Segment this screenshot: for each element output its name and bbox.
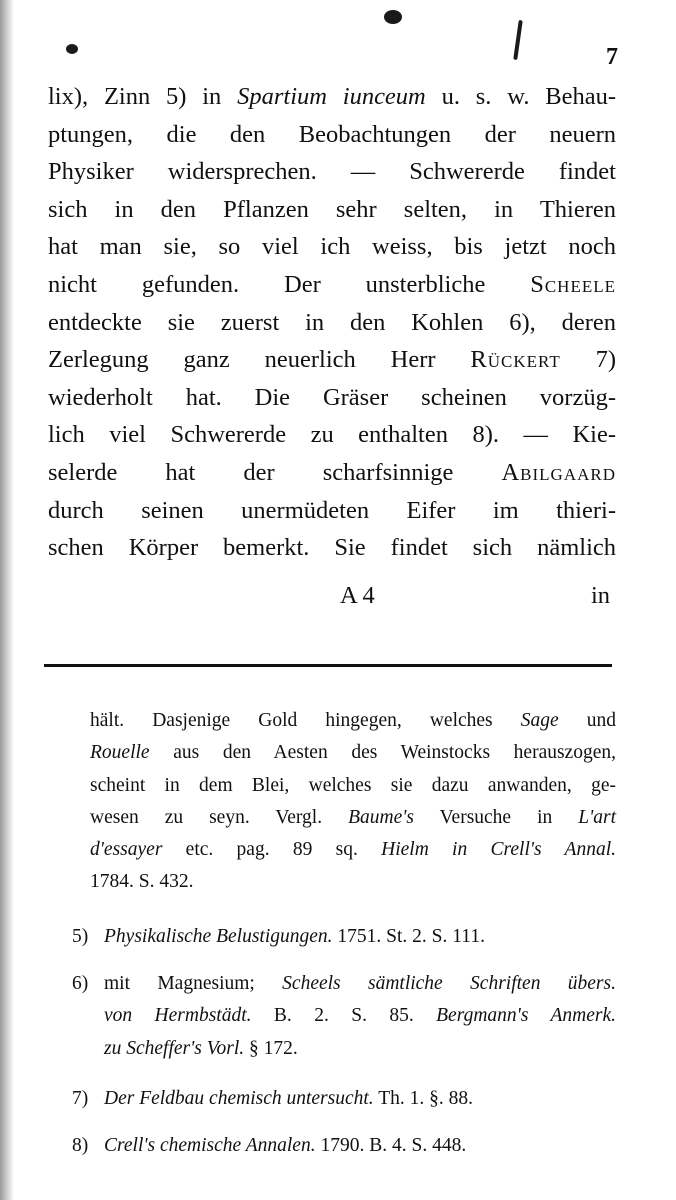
text-run: u. s. w. Behau-: [425, 83, 616, 110]
text-run: Versuche in: [414, 806, 579, 828]
text-run: selerde hat der scharfsinnige: [48, 458, 502, 486]
body-line: durch seinen unermüdeten Eifer im thieri-: [48, 496, 616, 524]
text-run: B. 2. S. 85.: [251, 1005, 437, 1027]
footnote-line: [72, 968, 616, 1000]
page-number: 7: [606, 44, 618, 70]
text-run: Th. 1. §. 88.: [373, 1088, 473, 1109]
footnote-rule: [44, 664, 612, 667]
ink-stroke: [513, 20, 523, 60]
ink-blot: [384, 10, 402, 24]
author-name: Scheele: [530, 270, 616, 298]
footnote-line: [72, 921, 616, 953]
body-line: wiederholt hat. Die Gräser scheinen vorzüg-: [48, 383, 616, 411]
body-line: Physiker widersprechen. — Schwererde findet: [48, 158, 616, 186]
body-line: schen Körper bemerkt. Sie findet sich nämlich: [48, 534, 616, 562]
footnote-content: [104, 1083, 616, 1115]
body-line: ptungen, die den Beobachtungen der neuern: [48, 120, 616, 148]
signature-mark: A 4: [340, 582, 375, 609]
footnote-content: [104, 968, 616, 1000]
body-line: lich viel Schwererde zu enthalten 8). — Kie-: [48, 421, 616, 449]
footnote-line: scheint in dem Blei, welches sie dazu anwanden, ge-: [90, 774, 616, 796]
text-run: wesen zu seyn. Vergl.: [90, 806, 349, 828]
footnote-line: [90, 737, 616, 769]
footnote-line: [72, 1000, 616, 1032]
catchword: in: [590, 582, 610, 609]
footnote-line: 1784. S. 432.: [90, 871, 194, 893]
text-run: und: [558, 710, 617, 731]
footnote-8: [72, 1130, 616, 1162]
footnote-marker: 7): [72, 1088, 89, 1109]
italic-title: Bergmann's Anmerk.: [436, 1005, 616, 1027]
footnote-6: [72, 968, 616, 1065]
italic-name: von Hermbstädt.: [104, 1005, 252, 1027]
footnote-continuation: [90, 705, 616, 899]
italic-title: Der Feldbau chemisch untersucht.: [104, 1088, 374, 1109]
body-line: entdeckte sie zuerst in den Kohlen 6), deren: [48, 308, 616, 336]
footnote-marker: 8): [72, 1135, 89, 1156]
footnote-line: [90, 834, 616, 866]
footnote-line: [72, 1130, 616, 1162]
italic-name: Rouelle: [90, 742, 150, 764]
author-name: Abilgaard: [501, 458, 616, 486]
footnote-line: [72, 1083, 616, 1115]
footnote-7: [72, 1083, 616, 1115]
italic-title: d'essayer: [90, 839, 163, 861]
italic-name: Baume's: [348, 806, 414, 828]
text-run: § 172.: [244, 1037, 298, 1059]
ink-blot: [66, 44, 78, 54]
body-line: sich in den Pflanzen sehr selten, in Thieren: [48, 195, 616, 223]
footnote-marker: 6): [72, 973, 89, 994]
footnote-line: [72, 1033, 616, 1065]
page-edge-shadow: [0, 0, 14, 1200]
italic-title: Physikalische Belustigungen.: [104, 926, 333, 947]
footnote-ref: 5) in: [166, 83, 238, 110]
footnote-content: [104, 1130, 616, 1162]
text-run: 1751. St. 2. S. 111.: [332, 926, 485, 947]
italic-title: Crell's chemische Annalen.: [104, 1135, 316, 1156]
footnote-line: [90, 705, 616, 737]
italic-title: L'art: [578, 806, 616, 828]
body-line: [48, 454, 616, 492]
text-run: mit Magnesium;: [104, 973, 283, 994]
text-run: Zerlegung ganz neuerlich Herr: [48, 346, 471, 374]
italic-citation: Hielm in Crell's Annal.: [381, 839, 616, 861]
footnote-line: [90, 802, 616, 834]
author-name: Rückert: [470, 346, 561, 374]
body-line: [48, 266, 616, 304]
body-line: [48, 78, 616, 116]
footnote-content: [104, 921, 616, 953]
italic-name: Sage: [520, 710, 559, 731]
text-run: etc. pag. 89 sq.: [162, 839, 382, 861]
signature-line: [48, 578, 616, 614]
text-run: nicht gefunden. Der unsterbliche: [48, 270, 531, 298]
italic-term: Spartium iunceum: [237, 83, 426, 110]
body-line: [48, 341, 616, 379]
body-text: [48, 78, 616, 567]
body-line: hat man sie, so viel ich weiss, bis jetzt noch: [48, 233, 616, 261]
italic-title: Scheels sämtliche Schriften übers.: [282, 973, 616, 994]
text-run: lix), Zinn: [48, 83, 167, 110]
text-run: 1790. B. 4. S. 448.: [315, 1135, 467, 1156]
footnote-marker: 5): [72, 926, 89, 947]
footnote-5: [72, 921, 616, 953]
footnote-ref: 7): [560, 346, 616, 374]
text-run: aus den Aesten des Weinstocks herauszogen,: [149, 742, 616, 764]
italic-title: zu Scheffer's Vorl.: [104, 1037, 245, 1059]
text-run: hält. Dasjenige Gold hingegen, welches: [90, 710, 521, 731]
